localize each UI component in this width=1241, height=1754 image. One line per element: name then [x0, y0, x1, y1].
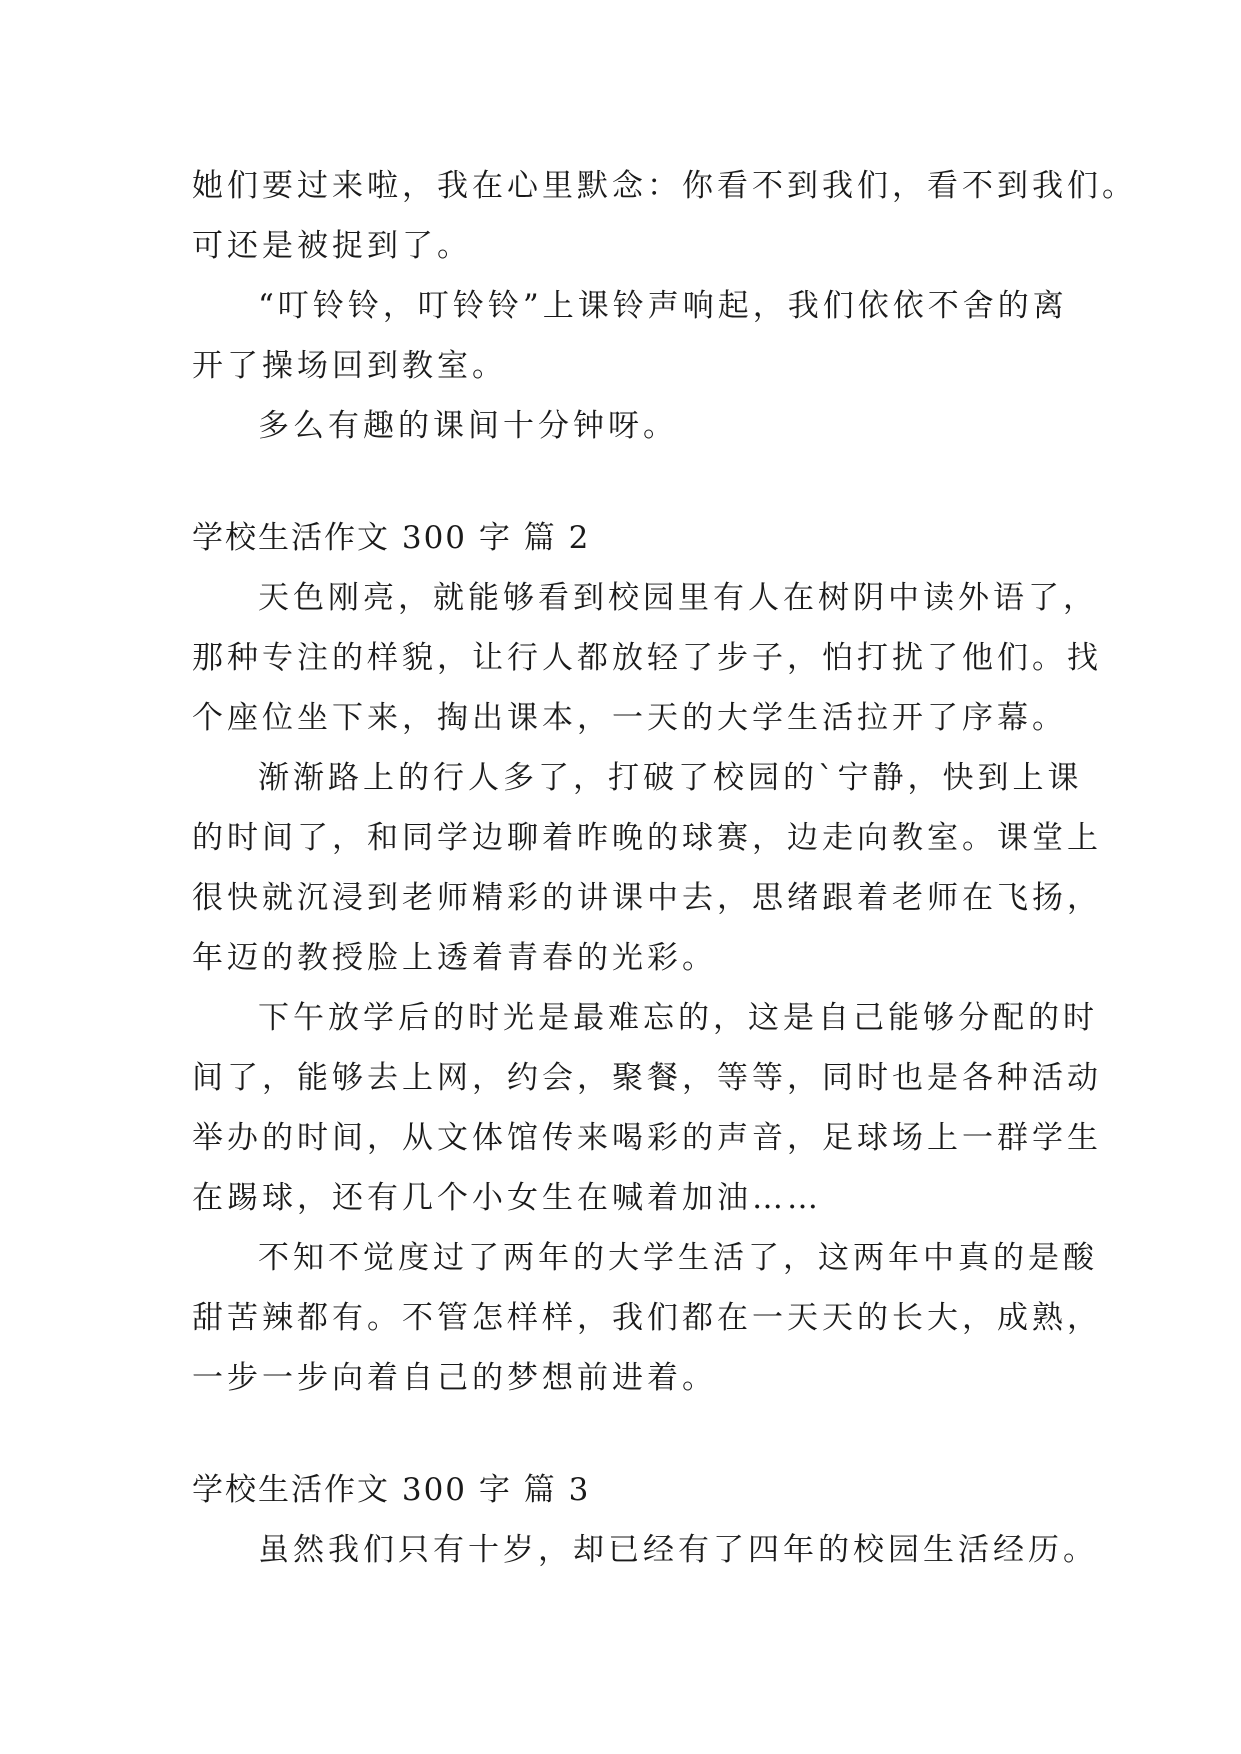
paragraph-line: 虽然我们只有十岁，却已经有了四年的校园生活经历。	[258, 1532, 1098, 1568]
paragraph-line: 天色刚亮，就能够看到校园里有人在树阴中读外语了，	[258, 580, 1098, 616]
paragraph-line: 多么有趣的课间十分钟呀。	[258, 408, 678, 444]
paragraph-line: “叮铃铃，叮铃铃”上课铃声响起，我们依依不舍的离	[258, 288, 1068, 324]
paragraph-line: 很快就沉浸到老师精彩的讲课中去，思绪跟着老师在飞扬，	[192, 880, 1102, 916]
paragraph-line: 举办的时间，从文体馆传来喝彩的声音，足球场上一群学生	[192, 1120, 1102, 1156]
paragraph-line: 她们要过来啦，我在心里默念：你看不到我们，看不到我们。	[192, 168, 1137, 204]
paragraph-line: 在踢球，还有几个小女生在喊着加油……	[192, 1180, 822, 1216]
paragraph-line: 开了操场回到教室。	[192, 348, 507, 384]
paragraph-line: 渐渐路上的行人多了，打破了校园的`宁静，快到上课	[258, 760, 1083, 796]
paragraph-line: 不知不觉度过了两年的大学生活了，这两年中真的是酸	[258, 1240, 1098, 1276]
section-heading: 学校生活作文 300 字 篇 3	[192, 1472, 591, 1508]
paragraph-line: 年迈的教授脸上透着青春的光彩。	[192, 940, 717, 976]
paragraph-line: 那种专注的样貌，让行人都放轻了步子，怕打扰了他们。找	[192, 640, 1102, 676]
paragraph-line: 个座位坐下来，掏出课本，一天的大学生活拉开了序幕。	[192, 700, 1067, 736]
paragraph-line: 一步一步向着自己的梦想前进着。	[192, 1360, 717, 1396]
paragraph-line: 间了，能够去上网，约会，聚餐，等等，同时也是各种活动	[192, 1060, 1102, 1096]
paragraph-line: 甜苦辣都有。不管怎样样，我们都在一天天的长大，成熟，	[192, 1300, 1102, 1336]
paragraph-line: 下午放学后的时光是最难忘的，这是自己能够分配的时	[258, 1000, 1098, 1036]
paragraph-line: 可还是被捉到了。	[192, 228, 472, 264]
section-heading: 学校生活作文 300 字 篇 2	[192, 520, 591, 556]
paragraph-line: 的时间了，和同学边聊着昨晚的球赛，边走向教室。课堂上	[192, 820, 1102, 856]
